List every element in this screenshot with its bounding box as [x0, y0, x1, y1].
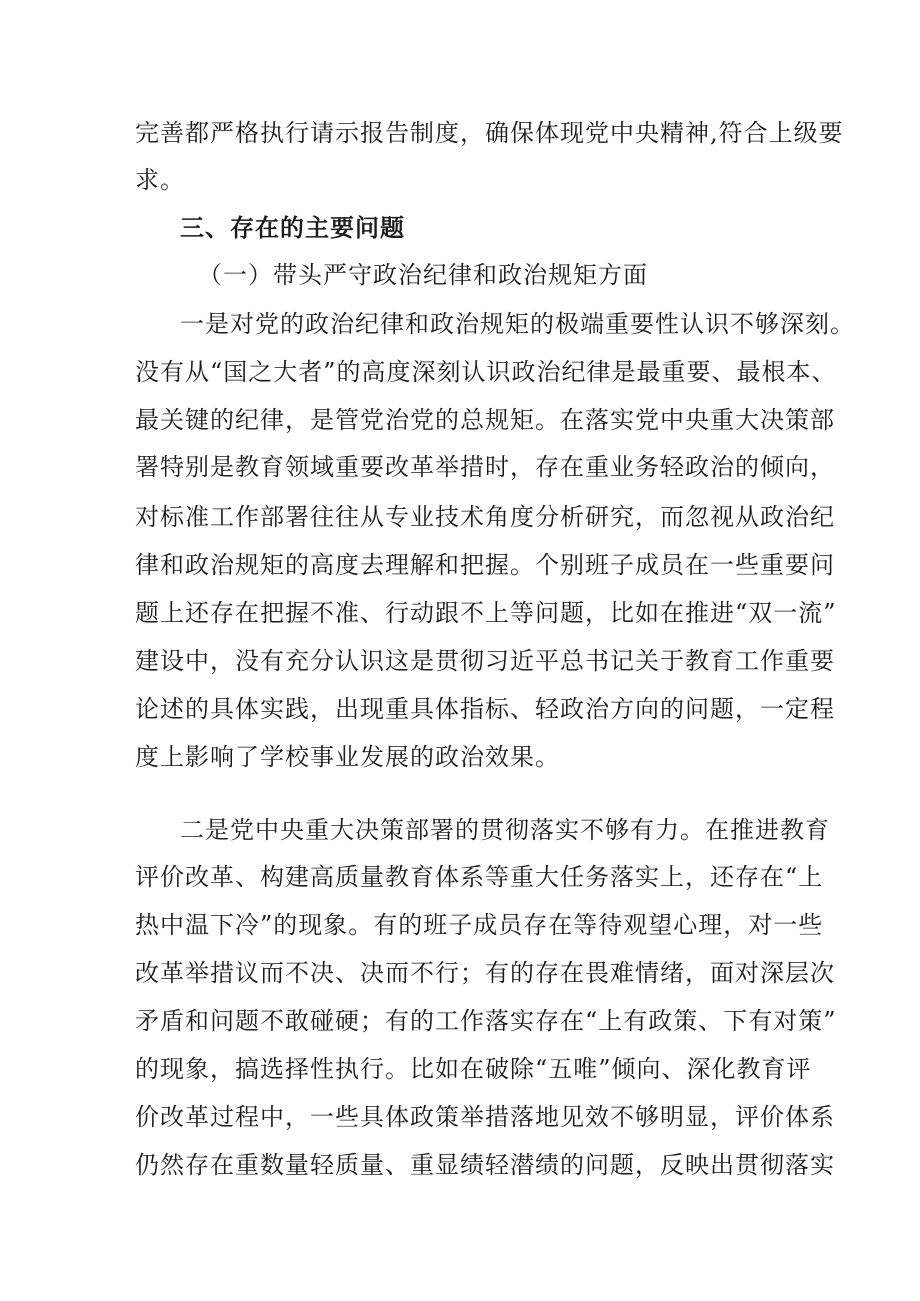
body-text-line: 度上影响了学校事业发展的政治效果。: [135, 743, 560, 771]
body-text-line: 矛盾和问题不敢碰硬；有的工作落实存在“上有政策、下有对策”: [135, 1007, 837, 1035]
section-heading: 三、存在的主要问题: [180, 213, 405, 242]
body-text-line: 二是党中央重大决策部署的贯彻落实不够有力。在推进教育: [180, 816, 830, 844]
body-text-line: 的现象，搞选择性执行。比如在破除“五唯”倾向、深化教育评: [135, 1055, 812, 1083]
body-text-line: 律和政治规矩的高度去理解和把握。个别班子成员在一些重要问: [135, 551, 835, 579]
body-text-line: 对标准工作部署往往从专业技术角度分析研究，而忽视从政治纪: [135, 503, 835, 531]
subsection-heading: （一）带头严守政治纪律和政治规矩方面: [198, 261, 648, 289]
body-text-line: 一是对党的政治纪律和政治规矩的极端重要性认识不够深刻。: [180, 310, 855, 338]
body-text-line: 完善都严格执行请示报告制度，确保体现党中央精神,符合上级要: [135, 119, 844, 147]
body-text-line: 评价改革、构建高质量教育体系等重大任务落实上，还存在“上: [135, 863, 824, 891]
body-text-line: 最关键的纪律，是管党治党的总规矩。在落实党中央重大决策部: [135, 406, 835, 434]
body-text-line: 价改革过程中，一些具体政策举措落地见效不够明显，评价体系: [135, 1103, 835, 1131]
body-text-line: 题上还存在把握不准、行动跟不上等问题，比如在推进“双一流”: [135, 599, 837, 627]
body-text-line: 仍然存在重数量轻质量、重显绩轻潜绩的问题，反映出贯彻落实: [135, 1151, 835, 1179]
body-text-line: 没有从“国之大者”的高度深刻认识政治纪律是最重要、最根本、: [135, 358, 837, 386]
body-text-line: 改革举措议而不决、决而不行；有的存在畏难情绪，面对深层次: [135, 959, 835, 987]
body-text-line: 署特别是教育领域重要改革举措时，存在重业务轻政治的倾向，: [135, 453, 835, 481]
body-text-line: 热中温下冷”的现象。有的班子成员存在等待观望心理，对一些: [135, 911, 824, 939]
body-text-line: 建设中，没有充分认识这是贯彻习近平总书记关于教育工作重要: [135, 647, 835, 675]
body-text-line: 求。: [135, 166, 185, 194]
body-text-line: 论述的具体实践，出现重具体指标、轻政治方向的问题，一定程: [135, 695, 835, 723]
